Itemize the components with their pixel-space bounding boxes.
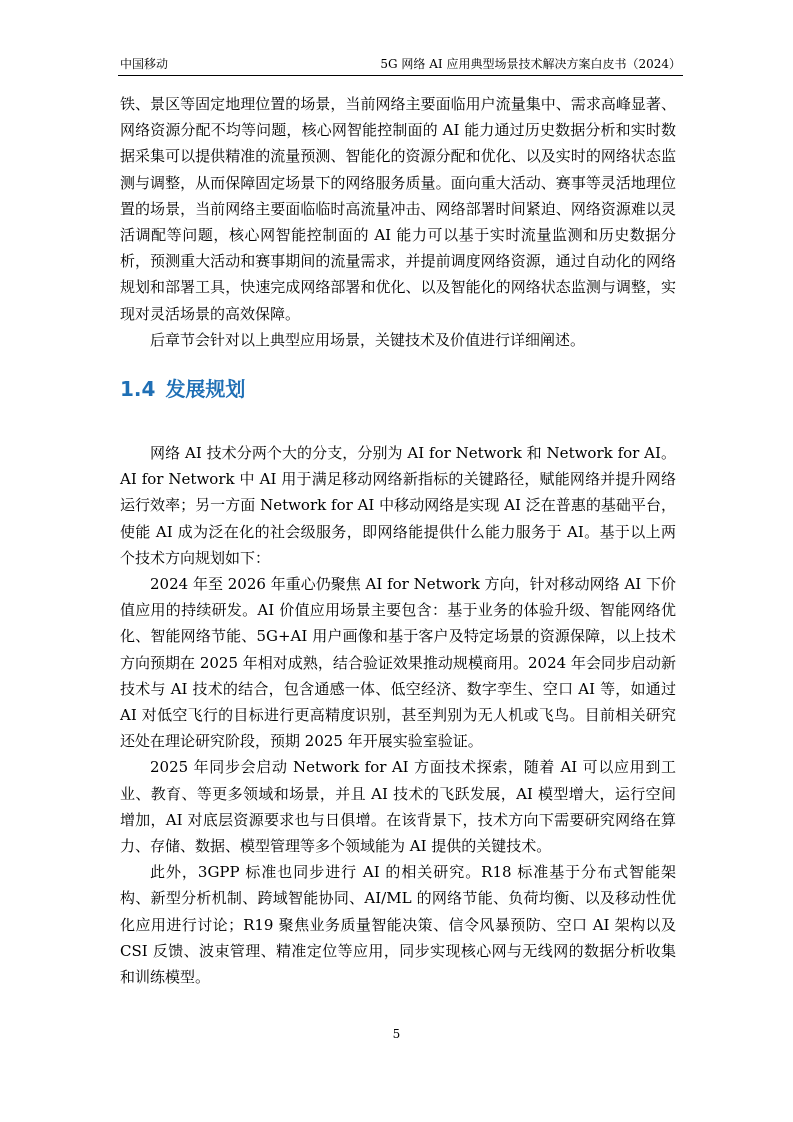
page-number: 5 [392, 1027, 401, 1041]
header-org-name: 中国移动 [120, 57, 169, 71]
header-divider [118, 75, 683, 76]
section-title-text: 发展规划 [165, 377, 246, 402]
body-paragraph-4: 2024 年至 2026 年重心仍聚焦 AI for Network 方向，针对移动网络 AI 下价值应用的持续研发。AI 价值应用场景主要包含：基于业务的体验升级、智能网络优化、智能网络节能、5G+AI 用户画像和基于客户及特定场景的资源保障，以上技术方向预期在 2025 年相对成熟，结合验证效果推动规模商用。2024 年会同步启动新技术与 AI 技术的结合，包含通感一体、低空经济、数字孪生、空口 AI 等，如通过 AI 对低空飞行的目标进行更高精度识别，甚至判别为无人机或飞鸟。目前相关研究还处在理论研究阶段，预期 2025 年开展实验室验证。 [120, 575, 676, 751]
body-paragraph-1: 铁、景区等固定地理位置的场景，当前网络主要面临用户流量集中、需求高峰显著、网络资源分配不均等问题，核心网智能控制面的 AI 能力通过历史数据分析和实时数据采集可以提供精准的流量预测、智能化的资源分配和优化、以及实时的网络状态监测与调整，从而保障固定场景下的网络服务质量。面向重大活动、赛事等灵活地理位置的场景，当前网络主要面临临时高流量冲击、网络部署时间紧迫、网络资源难以灵活调配等问题，核心网智能控制面的 AI 能力可以基于实时流量监测和历史数据分析，预测重大活动和赛事期间的流量需求，并提前调度网络资源，通过自动化的网络规划和部署工具，快速完成网络部署和优化、以及智能化的网络状态监测与调整，实现对灵活场景的高效保障。 [120, 95, 676, 323]
section-heading [120, 353, 676, 426]
body-paragraph-6: 此外，3GPP 标准也同步进行 AI 的相关研究。R18 标准基于分布式智能架构、新型分析机制、跨域智能协同、AI/ML 的网络节能、负荷均衡、以及移动性优化应用进行讨论；R19 聚焦业务质量智能决策、信令风暴预防、空口 AI 架构以及 CSI 反馈、波束管理、精准定位等应用，同步实现核心网与无线网的数据分析收集和训练模型。 [120, 863, 676, 987]
body-paragraph-2: 后章节会针对以上典型应用场景，关键技术及价值进行详细阐述。 [150, 330, 586, 349]
section-spacer [120, 426, 676, 440]
header-document-title: 5G 网络 AI 应用典型场景技术解决方案白皮书（2024） [380, 57, 681, 71]
body-paragraph-5: 2025 年同步会启动 Network for AI 方面技术探索，随着 AI 可以应用到工业、教育、等更多领域和场景，并且 AI 技术的飞跃发展，AI 模型增大，运行空间增加，AI 对底层资源要求也与日俱增。在该背景下，技术方向下需要研究网络在算力、存储、数据、模型管理等多个领域能为 AI 提供的关键技术。 [120, 758, 676, 856]
page-header [120, 56, 681, 76]
body-paragraph-3: 网络 AI 技术分两个大的分支，分别为 AI for Network 和 Network for AI。AI for Network 中 AI 用于满足移动网络新指标的关键路径，赋能网络并提升网络运行效率；另一方面 Network for AI 中移动网络是实现 AI 泛在普惠的基础平台，使能 AI 成为泛在化的社会级服务，即网络能提供什么能力服务于 AI。基于以上两个技术方向规划如下： [120, 444, 676, 567]
section-number: 1.4 [120, 377, 156, 402]
page-body [120, 91, 676, 990]
